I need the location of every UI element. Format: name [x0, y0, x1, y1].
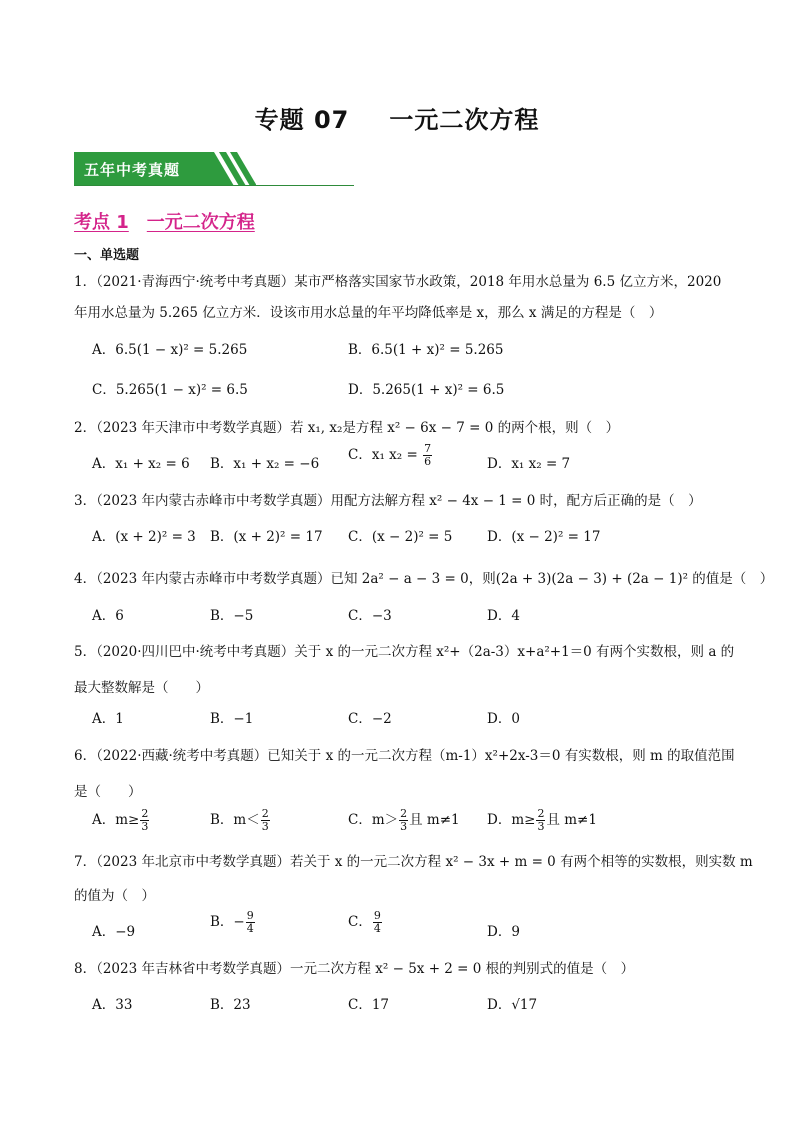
q3-option-b[interactable]: B．(x + 2)² = 17 [210, 529, 323, 545]
q7-option-c-fraction: $\frac{9}{4}$ [373, 909, 381, 935]
q8-option-d[interactable]: D．√17 [487, 997, 538, 1013]
q8-option-a[interactable]: A．33 [92, 997, 133, 1013]
q6-line2: 是（ ） [74, 784, 142, 800]
q5-option-c[interactable]: C．−2 [348, 711, 392, 727]
q7-option-c[interactable] [348, 910, 383, 935]
q7-option-b-label: B．− [210, 914, 245, 930]
kaodian-number: 考点 1 [74, 212, 129, 233]
q5-option-a[interactable]: A．1 [92, 711, 124, 727]
q5-option-b[interactable]: B．−1 [210, 711, 254, 727]
q2-option-a[interactable]: A．x₁ + x₂ = 6 [92, 456, 190, 472]
q6-option-d-fraction: $\frac{2}{3}$ [537, 807, 545, 833]
q2-option-c[interactable] [348, 443, 433, 468]
q6-option-a-label: A．m≥ [92, 812, 140, 828]
q1-line2: 年用水总量为 5.265 亿立方米．设该市用水总量的年平均降低率是 x，那么 x 满足的方程是（ ） [74, 305, 663, 321]
q7-line2: 的值为（ ） [74, 888, 155, 904]
q5-option-d[interactable]: D．0 [487, 711, 520, 727]
q2-option-d[interactable]: D．x₁ x₂ = 7 [487, 456, 571, 472]
q6-option-d-label: D．m≥ [487, 812, 536, 828]
q6-option-a-fraction: $\frac{2}{3}$ [141, 807, 149, 833]
q3-option-c[interactable]: C．(x − 2)² = 5 [348, 529, 453, 545]
kaodian-heading [74, 208, 255, 234]
q6-option-d-condition: 且 m≠1 [546, 812, 597, 828]
q3-line1: 3．（2023 年内蒙古赤峰市中考数学真题）用配方法解方程 x² − 4x − 1 = 0 时，配方后正确的是（ ） [74, 493, 702, 509]
q2-option-c-label: C．x₁ x₂ = [348, 447, 418, 463]
q5-line2: 最大整数解是（ ） [74, 680, 209, 696]
q2-option-b[interactable]: B．x₁ + x₂ = −6 [210, 456, 320, 472]
q4-option-c[interactable]: C．−3 [348, 608, 392, 624]
q2-option-c-fraction: $\frac{7}{6}$ [424, 442, 432, 468]
q7-option-d[interactable]: D．9 [487, 924, 520, 940]
q3-option-a[interactable]: A．(x + 2)² = 3 [92, 529, 196, 545]
q6-option-c-fraction: $\frac{2}{3}$ [400, 807, 408, 833]
q6-option-b-label: B．m＜ [210, 812, 260, 828]
q7-option-b-fraction: $\frac{9}{4}$ [246, 909, 254, 935]
q5-line1: 5．（2020·四川巴中·统考中考真题）关于 x 的一元二次方程 x²+（2a-3）x+a²+1＝0 有两个实数根，则 a 的 [74, 644, 735, 660]
q8-option-b[interactable]: B．23 [210, 997, 251, 1013]
q8-option-c[interactable]: C．17 [348, 997, 390, 1013]
q1-option-b[interactable]: B．6.5(1 + x)² = 5.265 [348, 342, 504, 358]
q7-option-b[interactable] [210, 910, 256, 935]
q8-line1: 8．（2023 年吉林省中考数学真题）一元二次方程 x² − 5x + 2 = 0 根的判别式的值是（ ） [74, 961, 635, 977]
q6-option-b-fraction: $\frac{2}{3}$ [261, 807, 269, 833]
q6-option-c[interactable] [348, 808, 460, 833]
q4-option-a[interactable]: A．6 [92, 608, 124, 624]
page-title [0, 100, 794, 135]
section-banner [74, 152, 256, 186]
q4-line1: 4．（2023 年内蒙古赤峰市中考数学真题）已知 2a² − a − 3 = 0，则(2a + 3)(2a − 3) + (2a − 1)² 的值是（ ） [74, 571, 774, 587]
q6-option-a[interactable] [92, 808, 150, 833]
q6-line1: 6．（2022·西藏·统考中考真题）已知关于 x 的一元二次方程（m-1）x²+2x-3＝0 有实数根，则 m 的取值范围 [74, 748, 735, 764]
title-topic-name: 一元二次方程 [389, 106, 540, 134]
q1-line1: 1．（2021·青海西宁·统考中考真题）某市严格落实国家节水政策，2018 年用水总量为 6.5 亿立方米，2020 [74, 274, 722, 290]
q6-option-c-label: C．m＞ [348, 812, 399, 828]
banner-label: 五年中考真题 [84, 161, 181, 179]
q7-option-a[interactable]: A．−9 [92, 924, 136, 940]
q4-option-d[interactable]: D．4 [487, 608, 520, 624]
q6-option-b[interactable] [210, 808, 271, 833]
q1-option-c[interactable]: C．5.265(1 − x)² = 6.5 [92, 382, 248, 398]
q7-line1: 7．（2023 年北京市中考数学真题）若关于 x 的一元二次方程 x² − 3x + m = 0 有两个相等的实数根，则实数 m [74, 854, 753, 870]
kaodian-title: 一元二次方程 [146, 212, 255, 233]
title-topic-number: 专题 07 [254, 106, 350, 134]
banner-divider [74, 185, 354, 186]
section-heading: 一、单选题 [74, 248, 140, 263]
q1-option-a[interactable]: A．6.5(1 − x)² = 5.265 [92, 342, 248, 358]
q1-option-d[interactable]: D．5.265(1 + x)² = 6.5 [348, 382, 505, 398]
q3-option-d[interactable]: D．(x − 2)² = 17 [487, 529, 601, 545]
q7-option-c-label: C． [348, 914, 372, 930]
q2-line1: 2．（2023 年天津市中考数学真题）若 x₁, x₂是方程 x² − 6x − 7 = 0 的两个根，则（ ） [74, 420, 620, 436]
q6-option-d[interactable] [487, 808, 597, 833]
q4-option-b[interactable]: B．−5 [210, 608, 254, 624]
q6-option-c-condition: 且 m≠1 [409, 812, 460, 828]
